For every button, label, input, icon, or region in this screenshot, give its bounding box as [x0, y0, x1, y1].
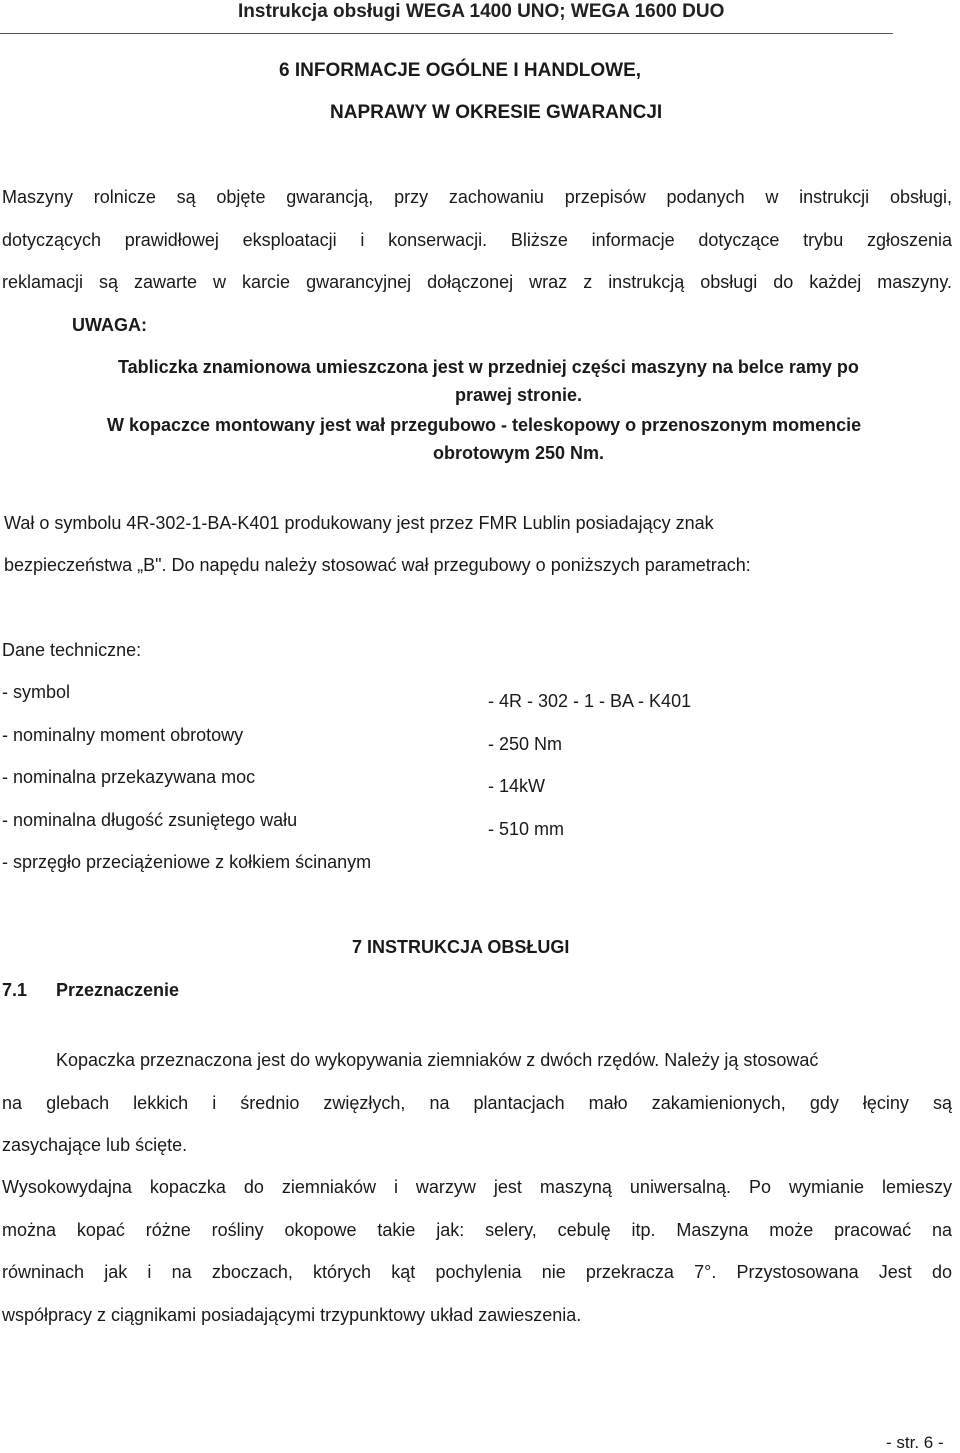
usage-paragraph-line: można kopać różne rośliny okopowe takie jak: selery, cebulę itp. Maszyna może pracować na — [2, 1220, 952, 1240]
tech-label-power: - nominalna przekazywana moc — [2, 767, 256, 787]
usage-paragraph-line: Wysokowydajna kopaczka do ziemniaków i warzyw jest maszyną uniwersalną. Po wymianie lemieszy — [2, 1177, 952, 1197]
shaft-note-line-1: W kopaczce montowany jest wał przegubowo - teleskopowy o przenoszonym momencie — [107, 415, 862, 435]
purpose-paragraph-line: na glebach lekkich i średnio zwięzłych, na plantacjach mało zakamienionych, gdy łęciny są — [2, 1093, 952, 1113]
tech-label-torque: - nominalny moment obrotowy — [2, 725, 244, 745]
uwaga-label: UWAGA: — [72, 315, 147, 335]
tech-value-power: - 14kW — [488, 776, 546, 796]
section-6-title-line-2: NAPRAWY W OKRESIE GWARANCJI — [330, 102, 663, 123]
purpose-paragraph-line: zasychające lub ścięte. — [2, 1135, 188, 1155]
tech-value-torque: - 250 Nm — [488, 734, 563, 754]
shaft-info-line-1: Wał o symbolu 4R-302-1-BA-K401 produkowany jest przez FMR Lublin posiadający znak — [4, 513, 714, 533]
section-6-title-line-1: 6 INFORMACJE OGÓLNE I HANDLOWE, — [279, 60, 642, 81]
document-header-title: Instrukcja obsługi WEGA 1400 UNO; WEGA 1600 DUO — [238, 1, 725, 22]
tech-label-symbol: - symbol — [2, 682, 71, 702]
page-number: - str. 6 - — [886, 1433, 944, 1452]
nameplate-note-line-2: prawej stronie. — [455, 385, 583, 405]
usage-paragraph-line: współpracy z ciągnikami posiadającymi trzypunktowy układ zawieszenia. — [2, 1305, 582, 1325]
warranty-paragraph-line: Maszyny rolnicze są objęte gwarancją, przy zachowaniu przepisów podanych w instrukcji obsługi, — [2, 187, 952, 207]
subsection-7-1-number: 7.1 — [2, 980, 28, 1000]
warranty-paragraph-line: reklamacji są zawarte w karcie gwarancyjnej dołączonej wraz z instrukcją obsługi do każdej maszyny. — [2, 272, 952, 292]
section-7-title: 7 INSTRUKCJA OBSŁUGI — [352, 937, 570, 957]
tech-data-heading: Dane techniczne: — [2, 640, 142, 660]
warranty-paragraph-line: dotyczących prawidłowej eksploatacji i konserwacji. Bliższe informacje dotyczące trybu zgłoszenia — [2, 230, 952, 250]
nameplate-note-line-1: Tabliczka znamionowa umieszczona jest w przedniej części maszyny na belce ramy po — [118, 357, 859, 377]
subsection-7-1-title: Przeznaczenie — [56, 980, 180, 1000]
shaft-note-line-2: obrotowym 250 Nm. — [433, 443, 605, 463]
tech-value-symbol: - 4R - 302 - 1 - BA - K401 — [488, 691, 692, 711]
purpose-paragraph-line: Kopaczka przeznaczona jest do wykopywania ziemniaków z dwóch rzędów. Należy ją stosować — [56, 1050, 819, 1070]
header-divider — [0, 33, 893, 34]
tech-label-clutch: - sprzęgło przeciążeniowe z kołkiem ścinanym — [2, 852, 372, 872]
tech-label-length: - nominalna długość zsuniętego wału — [2, 810, 298, 830]
usage-paragraph-line: równinach jak i na zboczach, których kąt pochylenia nie przekracza 7°. Przystosowana Jest do — [2, 1262, 952, 1282]
tech-value-length: - 510 mm — [488, 819, 565, 839]
shaft-info-line-2: bezpieczeństwa „B". Do napędu należy stosować wał przegubowy o poniższych parametrach: — [4, 555, 751, 575]
